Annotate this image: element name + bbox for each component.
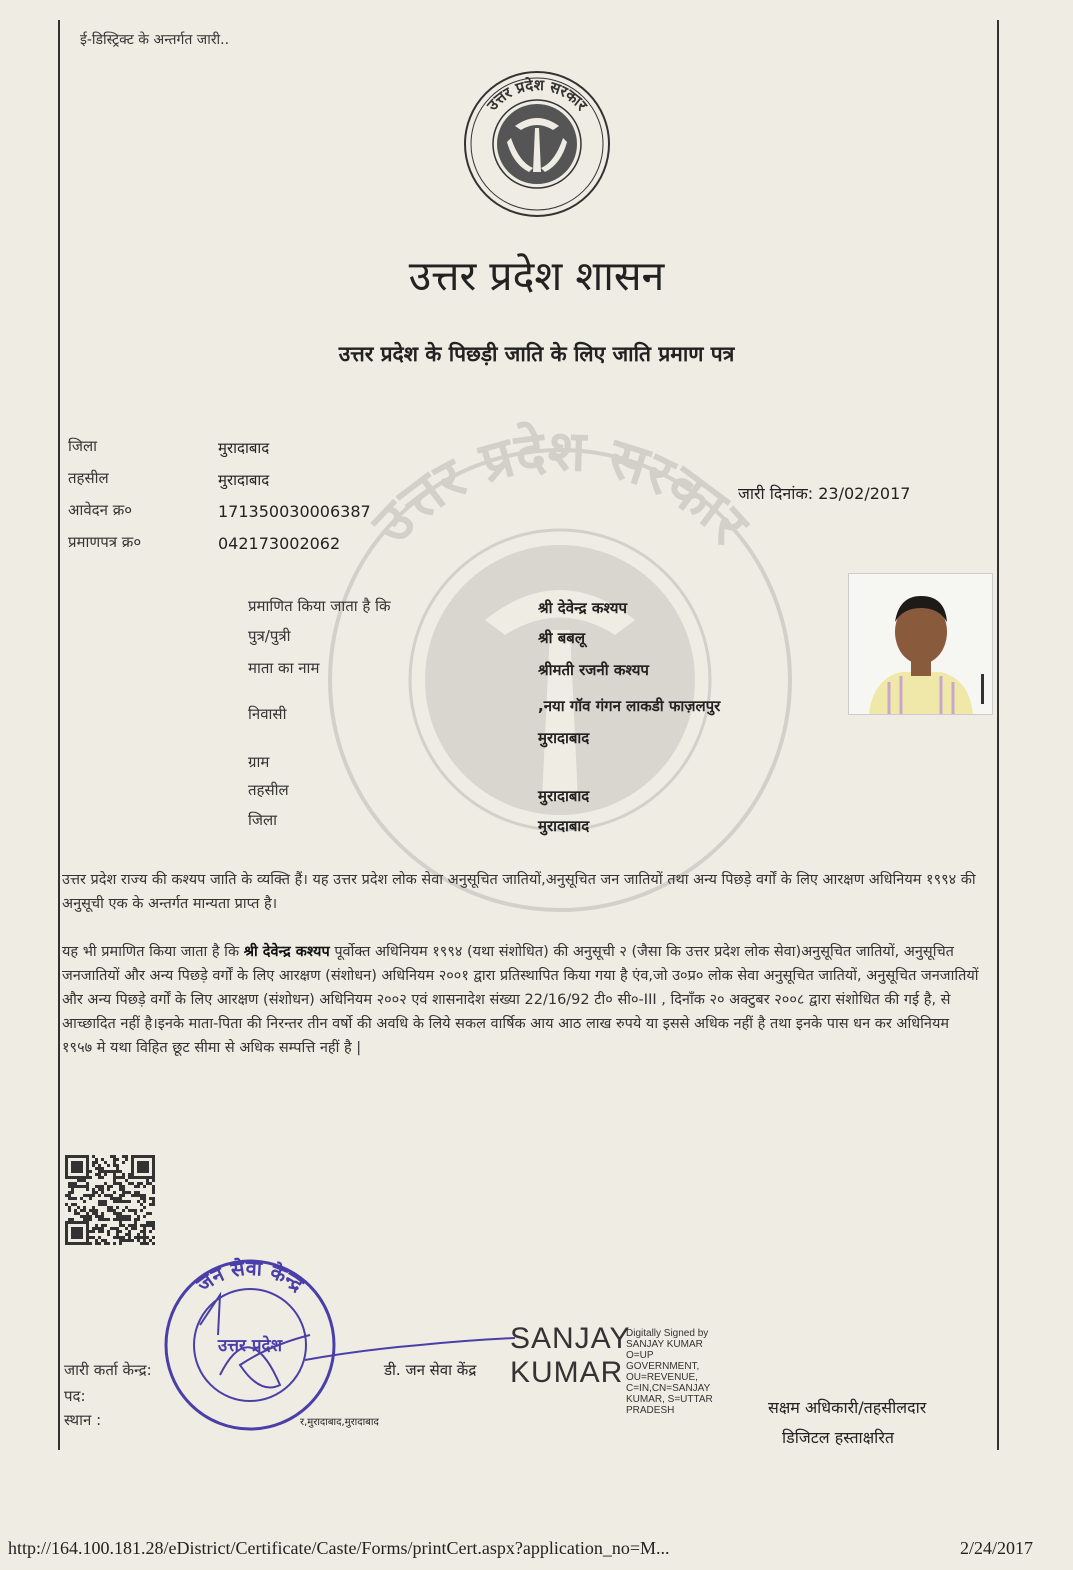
person-name: श्री देवेन्द्र कश्यप [538,599,627,617]
certificate-value: 042173002062 [218,534,341,553]
person-district-label: जिला [248,811,278,829]
issuer-center-value: डी. जन सेवा केंद्र [384,1361,477,1379]
watermark-text: उत्तर प्रदेश सरकार [359,420,761,557]
district-value: मुरादाबाद [218,439,270,457]
tehsil-value: मुरादाबाद [218,471,270,489]
up-emblem-icon [463,70,611,218]
issuer-post-label: पद: [64,1387,86,1405]
footer-url: http://164.100.181.28/eDistrict/Certificate/Caste/Forms/printCert.aspx?application_no=M... [8,1538,670,1558]
svg-text:उत्तर प्रदेश सरकार [359,420,762,558]
signature-details [626,1328,713,1416]
signature-name-first: SANJAY [510,1322,631,1355]
person-district-value: मुरादाबाद [538,817,590,835]
person-tehsil-value: मुरादाबाद [538,787,590,805]
tehsil-label: तहसील [68,469,109,487]
footer-date: 2/24/2017 [960,1538,1034,1558]
resident-address-line2: मुरादाबाद [538,729,590,747]
sig-detail-line: OU=REVENUE, [626,1372,698,1383]
sig-detail-line: C=IN,CN=SANJAY [626,1383,711,1394]
sig-detail-line: O=UP [626,1350,654,1361]
father-name: श्री बबलू [538,629,586,647]
certificate-label: प्रमाणपत्र क्र० [68,533,142,551]
person-tehsil-label: तहसील [248,781,289,799]
paragraph-2-name: श्री देवेन्द्र कश्यप [243,944,330,960]
sig-detail-line: PRADESH [626,1405,675,1416]
resident-label: निवासी [248,705,287,723]
sig-detail-line: KUMAR, S=UTTAR [626,1394,713,1405]
page-title: उत्तर प्रदेश शासन [408,252,665,300]
stamp-top-text: जन सेवा केन्द्र [192,1255,309,1297]
applicant-photo [848,573,993,715]
stamp-center-text: उत्तर प्रदेश [217,1336,283,1356]
sig-detail-line: GOVERNMENT, [626,1361,700,1372]
mother-name: श्रीमती रजनी कश्यप [538,661,649,679]
mother-label: माता का नाम [248,659,320,677]
issue-date: जारी दिनांक: 23/02/2017 [738,484,911,503]
application-value: 171350030006387 [218,502,371,521]
emblem-text: उत्तर प्रदेश सरकार [483,75,591,115]
authority-digital-note: डिजिटल हस्ताक्षरित [782,1428,894,1447]
sig-detail-line: SANJAY KUMAR [626,1339,703,1350]
village-label: ग्राम [248,753,270,771]
issuer-center-label: जारी कर्ता केन्द्र: [64,1361,152,1379]
certificate-paragraph-1: उत्तर प्रदेश राज्य की कश्यप जाति के व्यक्ति हैं। यह उत्तर प्रदेश लोक सेवा अनुसूचित जातियों,अनुसूचित जन जातियों तथा अन्य पिछड़े वर्गों के लिए आरक्षण अधिनियम १९९४ की अनुसूची एक के अन्तर्गत मान्यता प्राप्त है। [62,872,976,912]
qr-code-icon [64,1155,156,1245]
certify-label: प्रमाणित किया जाता है कि [248,597,391,615]
issuer-place-label: स्थान : [64,1411,102,1429]
child-of-label: पुत्र/पुत्री [248,627,291,645]
paragraph-2-prefix: यह भी प्रमाणित किया जाता है कि [62,944,240,960]
issuer-place-value: र,मुरादाबाद,मुरादाबाद [300,1417,379,1428]
page-subtitle: उत्तर प्रदेश के पिछड़ी जाति के लिए जाति प्रमाण पत्र [338,342,735,366]
signature-stroke-icon [300,1320,520,1380]
signature-name-last: KUMAR [510,1356,624,1389]
district-label: जिला [68,437,98,455]
certificate-paragraph-2 [62,940,982,1060]
paragraph-2-rest: पूर्वोक्त अधिनियम १९९४ (यथा संशोधित) की अनुसूची २ (जैसा कि उत्तर प्रदेश लोक सेवा)अनुसूचित जातियों, अनुसूचित जनजातियों और अन्य पिछड़े वर्गों के लिए आरक्षण (संशोधन) अधिनियम २००१ द्वारा प्रतिस्थापित किया गया है एंव,जो उ०प्र० लोक सेवा अनुसूचित जातियों, अनुसूचित जनजातियों और अन्य पिछड़े वर्गों के लिए आरक्षण (संशोधन) अधिनियम २००२ एवं शासनादेश संख्या 22/16/92 टी० सी०-III , दिनाँक २० अक्टुबर २००८ द्वारा संशोधित की गई है, से आच्छादित नहीं है।इनके माता-पिता की निरन्तर तीन वर्षो की अवधि के लिये सकल वार्षिक आय आठ लाख रुपये या इससे अधिक नहीं है तथा इनके पास धन कर अधिनियम १९५७ मे यथा विहित छूट सीमा से अधिक सम्पत्ति नहीं है | [62,944,979,1056]
sig-detail-line: Digitally Signed by [626,1328,709,1339]
authority-title: सक्षम अधिकारी/तहसीलदार [768,1398,927,1417]
application-label: आवेदन क्र० [68,501,133,519]
resident-address-line1: ,नया गॉव गंगन लाकडी फाज़लपुर [538,697,721,715]
svg-text:जन सेवा केन्द्र [191,1256,309,1298]
header-note: ई-डिस्ट्रिक्ट के अन्तर्गत जारी.. [80,32,230,48]
